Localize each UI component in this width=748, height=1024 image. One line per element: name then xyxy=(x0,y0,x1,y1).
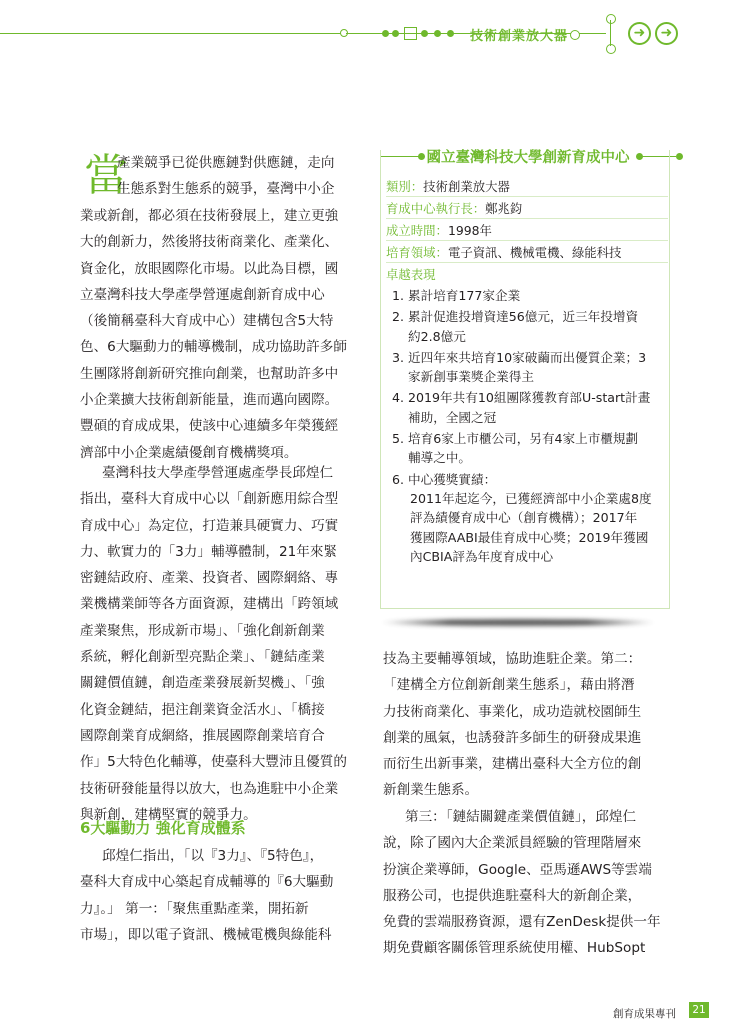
achievement-item xyxy=(392,429,664,468)
publication-name: 創育成果專刊 xyxy=(613,1008,676,1020)
paragraph-line: 產業聚焦，形成新市場」、「強化創新創業 xyxy=(80,622,325,639)
paragraph-line: 「建構全方位創新創業生態系」，藉由將潛 xyxy=(383,677,635,694)
paragraph-line: 免費的雲端服務資源，還有ZenDesk提供一年 xyxy=(383,914,661,931)
info-label: 成立時間： xyxy=(386,223,448,238)
paragraph-line: 力技術商業化、事業化，成功造就校園師生 xyxy=(383,703,642,720)
achievement-line: 累計培育177家企業 xyxy=(408,288,521,303)
paragraph-line: 期免費顧客關係管理系統使用權、HubSopt xyxy=(383,940,646,957)
paragraph-line: 小企業擴大技術創新能量，進而邁向國際。 xyxy=(80,392,339,409)
header-rule-segment xyxy=(346,33,386,34)
paragraph-line: 與新創，建構堅實的競爭力。 xyxy=(80,806,257,823)
header-dot-icon xyxy=(447,30,454,37)
achievement-line: 培育6家上市櫃公司，另有4家上市櫃規劃 xyxy=(408,431,639,447)
achievement-number: 3. xyxy=(392,349,405,365)
info-row xyxy=(386,265,668,284)
paragraph-line: 新創業生態系。 xyxy=(383,782,479,799)
achievement-number: 2. xyxy=(392,309,405,325)
paragraph-line: 豐碩的育成成果，使該中心連續多年榮獲經 xyxy=(80,418,339,435)
achievement-item xyxy=(392,286,664,305)
paragraph-line: 指出，臺科大育成中心以「創新應用綜合型 xyxy=(80,491,339,508)
drop-cap: 當 xyxy=(84,150,128,201)
paragraph-line: 臺灣科技大學產學營運處產學長邱煌仁 xyxy=(102,465,334,481)
paragraph-line: 育成中心」為定位，打造兼具硬實力、巧實 xyxy=(80,517,339,534)
header-dot-icon xyxy=(434,30,441,37)
achievement-item xyxy=(392,348,664,387)
header-rule-segment xyxy=(610,20,611,46)
achievement-number: 5. xyxy=(392,431,405,447)
info-row xyxy=(386,177,668,197)
achievement-item xyxy=(392,307,664,346)
achievement-line: 累計促進投增資達56億元，近三年投增資 xyxy=(408,309,639,325)
achievement-line: 近四年來共培育10家破繭而出優質企業；3 xyxy=(408,349,647,365)
paragraph-line: 扮演企業導師，Google、亞馬遜AWS等雲端 xyxy=(383,861,652,878)
paragraph-body xyxy=(383,804,661,962)
paragraph-body xyxy=(383,646,653,804)
achievement-line: 約2.8億元 xyxy=(408,328,466,344)
paragraph-line: 色、6大驅動力的輔導機制，成功協助許多師 xyxy=(80,339,347,356)
paragraph-line: 創業的風氣，也誘發許多師生的研發成果進 xyxy=(383,729,642,746)
section-subheading: 6大驅動力 強化育成體系 xyxy=(80,819,246,837)
section-title: 技術創業放大器 xyxy=(470,29,569,44)
paragraph-line: 作」5大特色化輔導，使臺科大豐沛且優質的 xyxy=(80,754,347,771)
arrow-right-icon: ➜ xyxy=(628,22,651,45)
paragraph-line: 業或新創，都必須在技術發展上，建立更強 xyxy=(80,208,339,224)
paragraph-line: 資金化，放眼國際化市場。以此為目標，國 xyxy=(80,260,339,277)
achievement-line: 獲國際AABI最佳育成中心獎；2019年獲國 xyxy=(410,529,649,545)
info-label: 類別： xyxy=(386,179,424,194)
paragraph-line: 第三：「鏈結關鍵產業價值鏈」，邱煌仁 xyxy=(405,809,637,825)
info-value: 鄭兆鈞 xyxy=(485,201,523,216)
info-label: 培育領域： xyxy=(386,245,448,260)
achievement-number: 6. xyxy=(392,471,405,487)
info-row xyxy=(386,221,668,241)
paragraph-line: 系統，孵化創新型亮點企業」、「鏈結產業 xyxy=(80,649,325,666)
paragraph-body xyxy=(80,843,350,948)
achievement-line: 評為績優育成中心（創育機構）；2017年 xyxy=(410,510,638,526)
achievement-line: 2011年起迄今，已獲經濟部中小企業處8度 xyxy=(410,491,652,507)
paragraph-body xyxy=(80,460,350,828)
achievement-number: 1. xyxy=(392,288,405,303)
header-dot-icon xyxy=(392,30,399,37)
paragraph-line: 力、軟實力的「3力」輔導體制，21年來緊 xyxy=(80,543,338,560)
paragraph-line: 化資金鏈結，挹注創業資金活水」、「橋接 xyxy=(80,701,325,718)
paragraph-line: 力』。」 第一：「聚焦重點產業，開拓新 xyxy=(80,900,309,917)
info-box-title: 國立臺灣科技大學創新育成中心 xyxy=(426,150,630,166)
paragraph-line: 市場」，即以電子資訊、機械電機與綠能科 xyxy=(80,926,332,943)
paragraph-line: 大的創新力，然後將技術商業化、產業化、 xyxy=(80,234,339,251)
paragraph-line: 說，除了國內大企業派員經驗的管理階層來 xyxy=(383,835,642,852)
achievement-number: 4. xyxy=(392,390,405,406)
achievement-item xyxy=(392,470,664,567)
paragraph-body xyxy=(80,203,350,466)
paragraph-line: 生團隊將創新研究推向創業，也幫助許多中 xyxy=(80,365,339,382)
header-node-icon xyxy=(606,44,616,54)
header-rule-segment xyxy=(580,33,606,34)
paragraph-line: 密鏈結政府、產業、投資者、國際網絡、專 xyxy=(80,570,339,587)
info-row xyxy=(386,199,668,219)
paragraph-line: 國際創業育成網絡，推展國際創業培育合 xyxy=(80,727,325,744)
paragraph-line: （後簡稱臺科大育成中心）建構包含5大特 xyxy=(80,313,334,330)
paragraph-line: 技術研發能量得以放大，也為進駐中小企業 xyxy=(80,780,339,797)
header-node-icon xyxy=(570,30,580,40)
achievement-line: 內CBIA評為年度育成中心 xyxy=(410,549,554,565)
info-value: 電子資訊、機械電機、綠能科技 xyxy=(447,245,622,260)
paragraph-line: 邱煌仁指出，「以『3力』、『5特色』， xyxy=(102,848,324,864)
header-dot-icon xyxy=(382,30,389,37)
paragraph-line: 業機構業師等各方面資源，建構出「跨領域 xyxy=(80,596,339,613)
achievement-list xyxy=(392,286,664,568)
achievement-line: 家新創事業獎企業得主 xyxy=(408,369,534,385)
info-value: 1998年 xyxy=(447,223,492,238)
header-square-icon xyxy=(404,27,417,40)
box-shadow xyxy=(380,619,656,626)
info-value: 技術創業放大器 xyxy=(423,179,510,194)
achievement-line: 輔導之中。 xyxy=(408,450,471,466)
paragraph-line: 臺科大育成中心築起育成輔導的『6大驅動 xyxy=(80,874,334,891)
header-dot-icon xyxy=(421,30,428,37)
paragraph-line: 濟部中小企業處績優創育機構獎項。 xyxy=(80,444,298,461)
paragraph-line: 而衍生出新事業，建構出臺科大全方位的創 xyxy=(383,756,642,773)
paragraph-line: 關鍵價值鏈，創造產業發展新契機」、「強 xyxy=(80,675,325,692)
info-row xyxy=(386,243,668,263)
info-label: 育成中心執行長： xyxy=(386,201,486,216)
paragraph-line: 服務公司，也提供進駐臺科大的新創企業， xyxy=(383,887,642,904)
achievement-line: 中心獲獎實績： xyxy=(408,471,497,487)
paragraph-line: 生態系對生態系的競爭，臺灣中小企 xyxy=(117,181,335,197)
arrow-right-icon: ➜ xyxy=(655,22,678,45)
achievement-line: 補助，全國之冠 xyxy=(408,409,497,425)
achievement-line: 2019年共有10組團隊獲教育部U-start計畫 xyxy=(408,390,651,406)
page-number: 21 xyxy=(689,1002,709,1018)
paragraph-line: 技為主要輔導領域，協助進駐企業。第二： xyxy=(383,651,642,667)
box-dot-icon xyxy=(676,153,683,160)
paragraph-line: 立臺灣科技大學產學營運處創新育成中心 xyxy=(80,286,325,303)
paragraph-line: 產業競爭已從供應鏈對供應鏈，走向 xyxy=(117,155,335,171)
header-node-icon xyxy=(606,14,616,24)
info-label: 卓越表現 xyxy=(386,267,436,282)
achievement-item xyxy=(392,388,664,427)
